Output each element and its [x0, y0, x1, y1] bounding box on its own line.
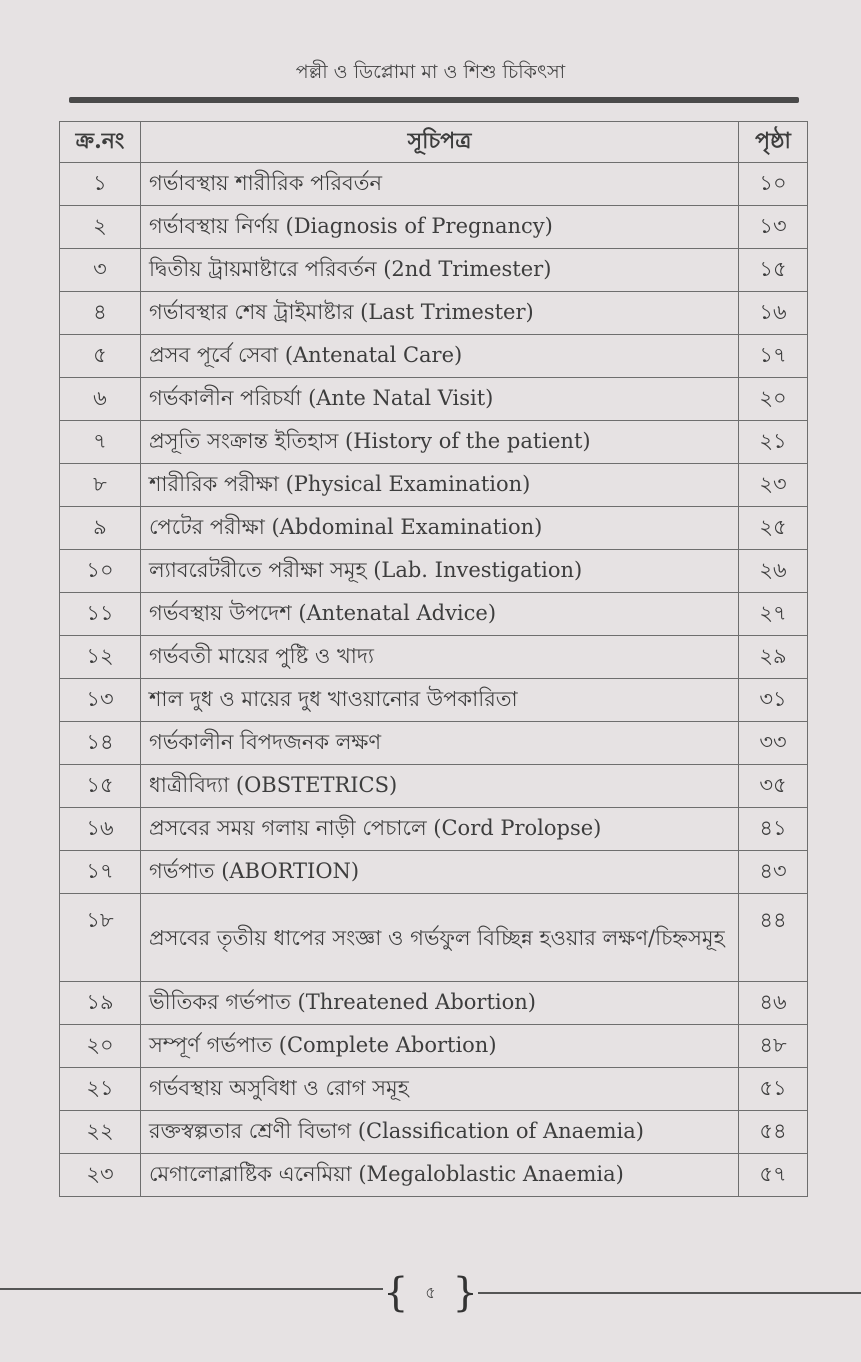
- row-title: ধাত্রীবিদ্যা (OBSTETRICS): [141, 765, 739, 808]
- left-brace-icon: {: [383, 1270, 409, 1316]
- table-row: [60, 851, 808, 894]
- row-title: গর্ভপাত (ABORTION): [141, 851, 739, 894]
- row-title: গর্ভাবস্থার শেষ ট্রাইমাষ্টার (Last Trimester): [141, 292, 739, 335]
- table-row: [60, 335, 808, 378]
- row-title: শাল দুধ ও মায়ের দুধ খাওয়ানোর উপকারিতা: [141, 679, 739, 722]
- row-title: রক্তস্বল্পতার শ্রেণী বিভাগ (Classification of Anaemia): [141, 1111, 739, 1154]
- row-number: ৬: [60, 378, 141, 421]
- row-title: প্রসবের তৃতীয় ধাপের সংজ্ঞা ও গর্ভফুল বিচ্ছিন্ন হওয়ার লক্ষণ/চিহ্নসমূহ: [141, 894, 739, 982]
- row-page: ২৯: [739, 636, 808, 679]
- header-rule: [69, 97, 799, 103]
- row-number: ১০: [60, 550, 141, 593]
- row-number: ৭: [60, 421, 141, 464]
- footer-rule-right: [478, 1292, 861, 1294]
- running-title: পল্লী ও ডিপ্লোমা মা ও শিশু চিকিৎসা: [295, 61, 566, 83]
- row-number: ৪: [60, 292, 141, 335]
- table-row: [60, 593, 808, 636]
- page-folio: [383, 1268, 478, 1318]
- table-row: [60, 464, 808, 507]
- row-page: ২৩: [739, 464, 808, 507]
- row-title: গর্ভকালীন বিপদজনক লক্ষণ: [141, 722, 739, 765]
- row-page: ৫৪: [739, 1111, 808, 1154]
- row-page: ৪৮: [739, 1025, 808, 1068]
- row-page: ২১: [739, 421, 808, 464]
- table-row: [60, 679, 808, 722]
- row-title: গর্ভবস্থায় অসুবিধা ও রোগ সমূহ: [141, 1068, 739, 1111]
- row-number: ১: [60, 163, 141, 206]
- row-title: গর্ভাবস্থায় শারীরিক পরিবর্তন: [141, 163, 739, 206]
- row-title: ল্যাবরেটরীতে পরীক্ষা সমূহ (Lab. Investigation): [141, 550, 739, 593]
- row-title: শারীরিক পরীক্ষা (Physical Examination): [141, 464, 739, 507]
- table-row: [60, 1154, 808, 1197]
- table-row: [60, 982, 808, 1025]
- table-row: [60, 1111, 808, 1154]
- row-page: ৩১: [739, 679, 808, 722]
- row-number: ৮: [60, 464, 141, 507]
- contents-table: [59, 121, 808, 1197]
- table-row: [60, 636, 808, 679]
- row-page: ৩৫: [739, 765, 808, 808]
- table-row: [60, 249, 808, 292]
- table-row: [60, 550, 808, 593]
- row-number: ১১: [60, 593, 141, 636]
- row-title: পেটের পরীক্ষা (Abdominal Examination): [141, 507, 739, 550]
- table-row: [60, 1068, 808, 1111]
- row-page: ১৭: [739, 335, 808, 378]
- table-row: [60, 507, 808, 550]
- row-page: ২৫: [739, 507, 808, 550]
- row-number: ২৩: [60, 1154, 141, 1197]
- row-title: গর্ভাবস্থায় নির্ণয় (Diagnosis of Pregnancy): [141, 206, 739, 249]
- row-page: ৩৩: [739, 722, 808, 765]
- row-number: ১৪: [60, 722, 141, 765]
- row-number: ১৩: [60, 679, 141, 722]
- row-number: ২: [60, 206, 141, 249]
- row-page: ২০: [739, 378, 808, 421]
- row-number: ১৯: [60, 982, 141, 1025]
- table-row: [60, 1025, 808, 1068]
- table-row: [60, 808, 808, 851]
- row-title: মেগালোব্লাষ্টিক এনেমিয়া (Megaloblastic Anaemia): [141, 1154, 739, 1197]
- right-brace-icon: }: [452, 1270, 478, 1316]
- row-page: ১৬: [739, 292, 808, 335]
- row-page: ২৭: [739, 593, 808, 636]
- row-title: ভীতিকর গর্ভপাত (Threatened Abortion): [141, 982, 739, 1025]
- row-page: ২৬: [739, 550, 808, 593]
- table-row: [60, 421, 808, 464]
- row-page: ১০: [739, 163, 808, 206]
- row-page: ৪৪: [739, 894, 808, 982]
- row-page: ১৩: [739, 206, 808, 249]
- row-title: প্রসবের সময় গলায় নাড়ী পেচালে (Cord Prolopse): [141, 808, 739, 851]
- row-number: ১৬: [60, 808, 141, 851]
- row-title: প্রসূতি সংক্রান্ত ইতিহাস (History of the patient): [141, 421, 739, 464]
- row-number: ৩: [60, 249, 141, 292]
- row-page: ৪১: [739, 808, 808, 851]
- row-title: সম্পূর্ণ গর্ভপাত (Complete Abortion): [141, 1025, 739, 1068]
- table-row: [60, 722, 808, 765]
- row-title: গর্ভকালীন পরিচর্যা (Ante Natal Visit): [141, 378, 739, 421]
- row-page: ৪৩: [739, 851, 808, 894]
- column-header-contents: সূচিপত্র: [141, 122, 739, 163]
- row-number: ২০: [60, 1025, 141, 1068]
- row-page: ৪৬: [739, 982, 808, 1025]
- table-row: [60, 292, 808, 335]
- row-number: ১৫: [60, 765, 141, 808]
- row-page: ১৫: [739, 249, 808, 292]
- row-page: ৫৭: [739, 1154, 808, 1197]
- table-row: [60, 894, 808, 982]
- row-page: ৫১: [739, 1068, 808, 1111]
- row-number: ১৮: [60, 894, 141, 982]
- row-number: ১২: [60, 636, 141, 679]
- page-number: ৫: [425, 1282, 436, 1302]
- row-number: ১৭: [60, 851, 141, 894]
- column-header-serial: ক্র.নং: [60, 122, 141, 163]
- row-number: ৯: [60, 507, 141, 550]
- table-row: [60, 765, 808, 808]
- row-number: ২২: [60, 1111, 141, 1154]
- footer-rule-left: [0, 1288, 383, 1290]
- table-row: [60, 206, 808, 249]
- row-title: গর্ভবতী মায়ের পুষ্টি ও খাদ্য: [141, 636, 739, 679]
- table-row: [60, 378, 808, 421]
- row-title: দ্বিতীয় ট্রায়মাষ্টারে পরিবর্তন (2nd Trimester): [141, 249, 739, 292]
- table-header-row: [60, 122, 808, 163]
- row-title: গর্ভবস্থায় উপদেশ (Antenatal Advice): [141, 593, 739, 636]
- table-row: [60, 163, 808, 206]
- row-title: প্রসব পূর্বে সেবা (Antenatal Care): [141, 335, 739, 378]
- column-header-page: পৃষ্ঠা: [739, 122, 808, 163]
- row-number: ৫: [60, 335, 141, 378]
- row-number: ২১: [60, 1068, 141, 1111]
